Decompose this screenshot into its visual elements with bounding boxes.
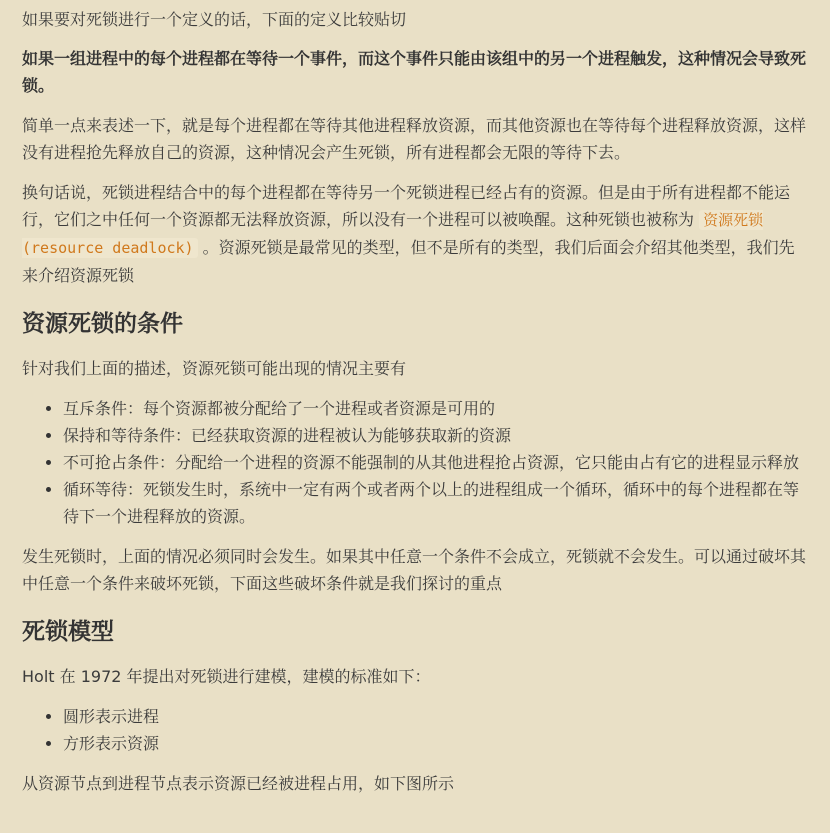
list-item: • 互斥条件：每个资源都被分配给了一个进程或者资源是可用的 <box>63 395 808 422</box>
list-item: • 圆形表示进程 <box>63 703 808 730</box>
conditions-intro: 针对我们上面的描述，资源死锁可能出现的情况主要有 <box>22 359 407 378</box>
list-item: • 循环等待：死锁发生时，系统中一定有两个或者两个以上的进程组成一个循环，循环中的每个进程都在等待下一个进程释放的资源。 <box>63 476 808 530</box>
model-list <box>22 703 808 757</box>
heading-model: 死锁模型 <box>22 619 114 645</box>
model-intro: Holt 在 1972 年提出对死锁进行建模，建模的标准如下： <box>22 667 431 686</box>
simple-explanation-paragraph: 简单一点来表述一下，就是每个进程都在等待其他进程释放资源，而其他资源也在等待每个进程释放资源，这样没有进程抢先释放自己的资源，这种情况会产生死锁，所有进程都会无限的等待下去。 <box>22 116 807 162</box>
resource-deadlock-text-before: 换句话说，死锁进程结合中的每个进程都在等待另一个死锁进程已经占有的资源。但是由于所有进程都不能运行，它们之中任何一个资源都无法释放资源，所以没有一个进程可以被唤醒。这种死锁也被称为 <box>22 183 791 229</box>
list-item: • 保持和等待条件：已经获取资源的进程被认为能够获取新的资源 <box>63 422 808 449</box>
model-outro: 从资源节点到进程节点表示资源已经被进程占用，如下图所示 <box>22 774 455 793</box>
heading-conditions: 资源死锁的条件 <box>22 311 183 337</box>
conditions-list <box>22 395 808 530</box>
deadlock-definition: 如果一组进程中的每个进程都在等待一个事件，而这个事件只能由该组中的另一个进程触发，这种情况会导致死锁。 <box>22 49 807 95</box>
resource-deadlock-code: 资源死锁(resource deadlock) <box>22 211 764 257</box>
resource-deadlock-text-after: 。资源死锁是最常见的类型，但不是所有的类型，我们后面会介绍其他类型，我们先来介绍资源死锁 <box>22 238 795 285</box>
resource-deadlock-paragraph <box>22 179 808 289</box>
list-item: • 不可抢占条件：分配给一个进程的资源不能强制的从其他进程抢占资源，它只能由占有它的进程显示释放 <box>63 449 808 476</box>
intro-paragraph: 如果要对死锁进行一个定义的话，下面的定义比较贴切 <box>22 10 407 29</box>
list-item: • 方形表示资源 <box>63 730 808 757</box>
conditions-outro: 发生死锁时，上面的情况必须同时会发生。如果其中任意一个条件不会成立，死锁就不会发生。可以通过破坏其中任意一个条件来破坏死锁，下面这些破坏条件就是我们探讨的重点 <box>22 547 807 593</box>
